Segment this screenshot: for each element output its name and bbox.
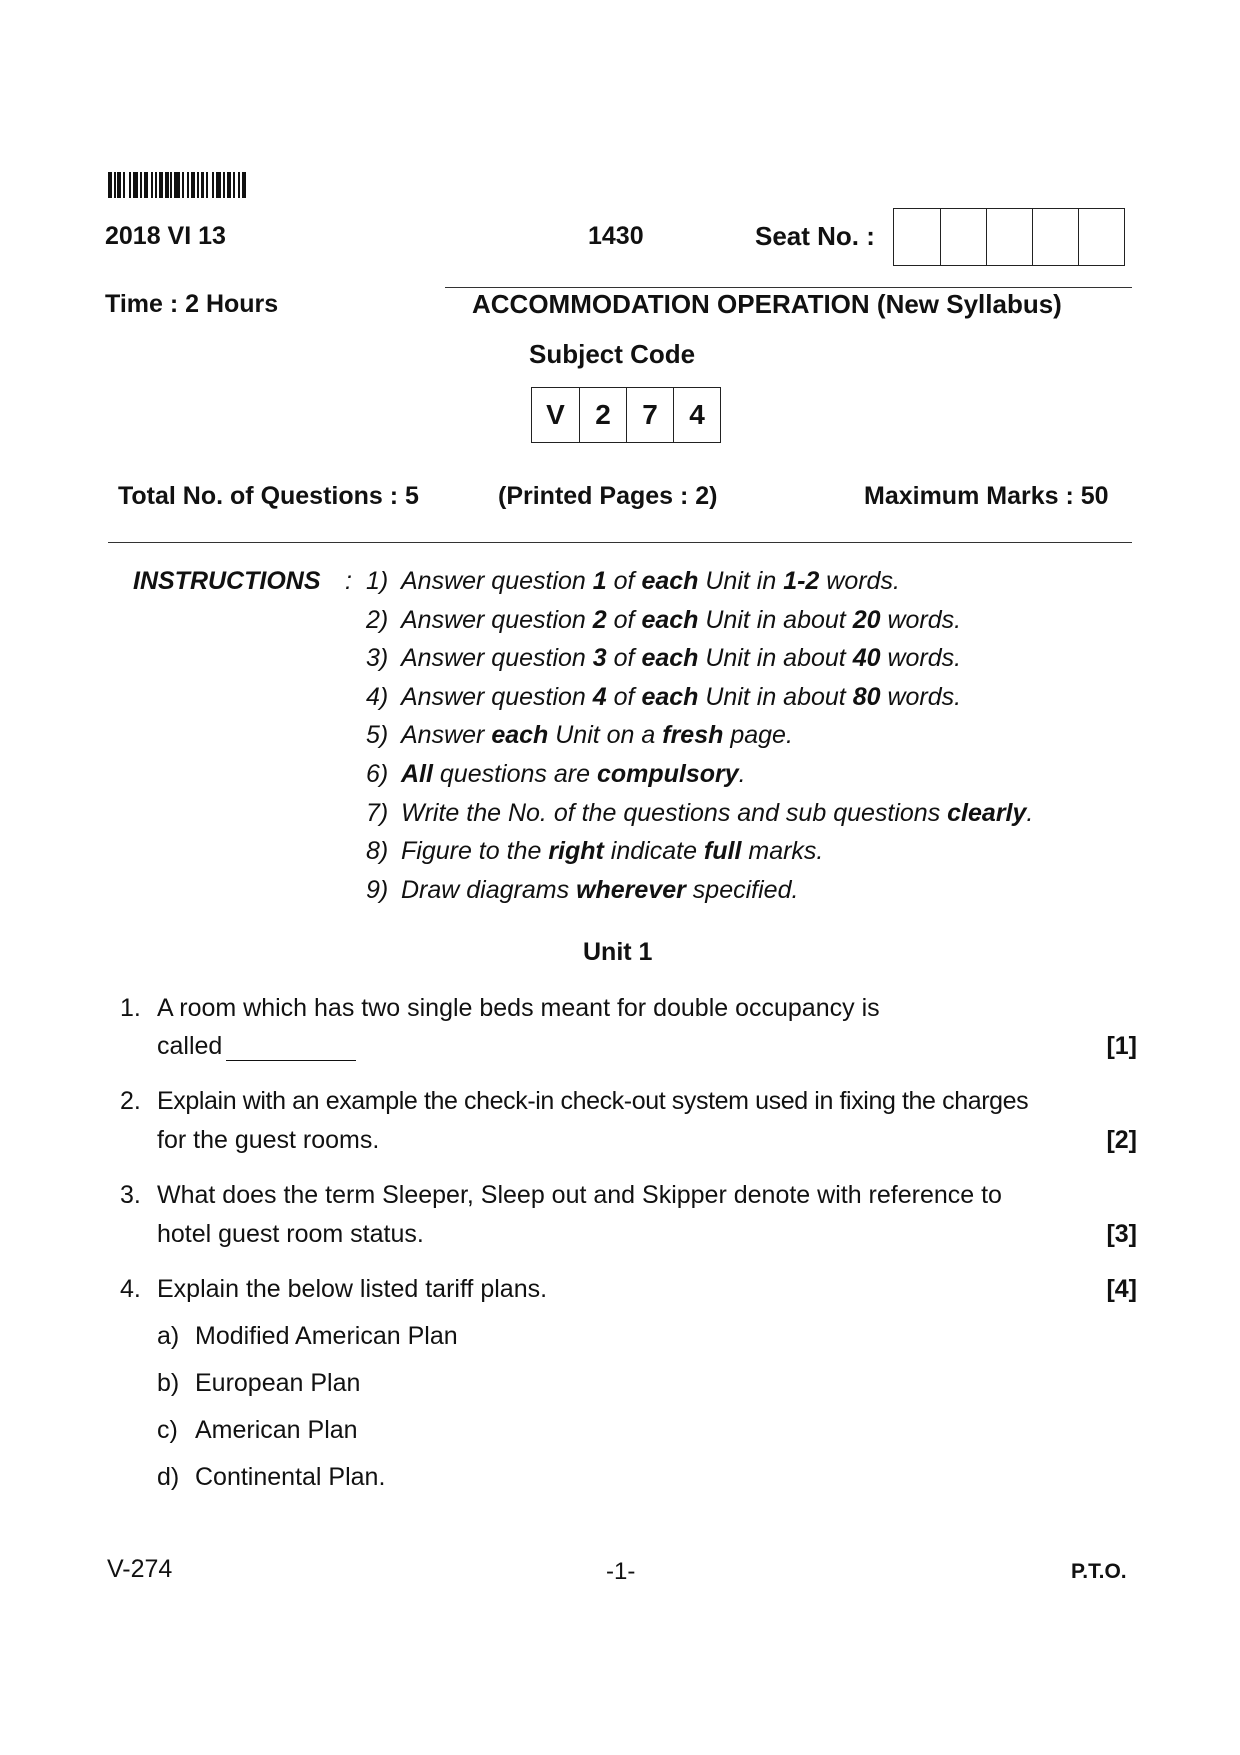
question-number: 4.: [120, 1275, 141, 1303]
instruction-number: 7): [366, 798, 389, 827]
question-3-text-cont: hotel guest room status.: [157, 1220, 424, 1248]
question-number: 1.: [120, 994, 141, 1022]
question-1-text-cont: [157, 1032, 356, 1061]
instruction-text: Answer question 4 of each Unit in about 80 words.: [401, 682, 962, 711]
sub-question-label: a): [157, 1322, 180, 1350]
subject-code-label: Subject Code: [529, 339, 696, 369]
subject-code-char: V: [546, 399, 565, 430]
sub-question-text: Continental Plan.: [195, 1463, 386, 1491]
subject-title: ACCOMMODATION OPERATION (New Syllabus): [472, 289, 1062, 319]
fill-blank: [226, 1038, 356, 1061]
maximum-marks: Maximum Marks : 50: [864, 482, 1109, 510]
exam-code: 2018 VI 13: [105, 222, 226, 250]
seat-box[interactable]: [986, 209, 1032, 265]
instruction-number: 5): [366, 721, 389, 750]
unit-title: Unit 1: [583, 938, 653, 966]
printed-pages: (Printed Pages : 2): [498, 482, 718, 510]
seat-box[interactable]: [1032, 209, 1078, 265]
instruction-number: 8): [366, 837, 389, 866]
time-label: Time : 2 Hours: [105, 290, 279, 318]
instruction-number: 2): [366, 605, 389, 634]
instruction-text: Answer question 3 of each Unit in about 40 words.: [401, 644, 962, 673]
instruction-text: All questions are compulsory.: [401, 760, 746, 788]
sub-question-label: c): [157, 1416, 178, 1444]
instruction-number: 1): [366, 567, 389, 595]
question-1-text: A room which has two single beds meant for double occupancy is: [157, 994, 880, 1022]
question-4-marks: [4]: [1106, 1275, 1137, 1303]
sub-question-text: American Plan: [195, 1416, 358, 1444]
instruction-text: Answer question 1 of each Unit in 1-2 words.: [401, 567, 900, 595]
sub-question-text: Modified American Plan: [195, 1322, 458, 1350]
barcode: [108, 172, 250, 198]
question-number: 3.: [120, 1181, 141, 1209]
question-3-marks: [3]: [1106, 1220, 1137, 1248]
instruction-text: Draw diagrams wherever specified.: [401, 875, 799, 904]
question-number: 2.: [120, 1087, 141, 1115]
instructions-separator: :: [345, 567, 352, 595]
instruction-number: 3): [366, 644, 389, 673]
instruction-number: 4): [366, 682, 389, 711]
seat-number-boxes[interactable]: [893, 208, 1125, 266]
section-rule: [108, 542, 1132, 543]
sub-question-label: d): [157, 1463, 180, 1491]
instruction-number: 6): [366, 760, 389, 788]
subject-code-char: 4: [673, 388, 720, 442]
subject-code-boxes: [531, 387, 721, 443]
instruction-number: 9): [366, 875, 389, 904]
question-1-marks: [1]: [1106, 1032, 1137, 1060]
sub-question-text: European Plan: [195, 1369, 361, 1397]
seat-box[interactable]: [894, 209, 940, 265]
question-2-text-cont: for the guest rooms.: [157, 1126, 380, 1154]
instructions-label: INSTRUCTIONS: [133, 567, 321, 595]
instruction-text: Write the No. of the questions and sub questions clearly.: [401, 798, 1034, 827]
instruction-text: Figure to the right indicate full marks.: [401, 837, 824, 866]
question-1-called: called: [157, 1032, 223, 1060]
total-questions: Total No. of Questions : 5: [118, 482, 419, 510]
page-number: -1-: [606, 1558, 636, 1585]
header-rule: [445, 287, 1132, 288]
pto-label: P.T.O.: [1071, 1560, 1127, 1583]
paper-number: 1430: [588, 222, 644, 250]
seat-box[interactable]: [1078, 209, 1124, 265]
subject-code-char: 2: [579, 388, 626, 442]
question-4-text: Explain the below listed tariff plans.: [157, 1275, 548, 1303]
seat-box[interactable]: [940, 209, 986, 265]
sub-question-label: b): [157, 1369, 180, 1397]
question-3-text: What does the term Sleeper, Sleep out and Skipper denote with reference to: [157, 1181, 1002, 1209]
question-2-marks: [2]: [1106, 1126, 1137, 1154]
question-2-text: Explain with an example the check-in check-out system used in fixing the charges: [157, 1087, 1029, 1115]
footer-code: V-274: [107, 1555, 173, 1583]
subject-code-char: 7: [626, 388, 673, 442]
instruction-text: Answer each Unit on a fresh page.: [401, 721, 793, 750]
seat-number-label: Seat No. :: [755, 221, 875, 251]
instruction-text: Answer question 2 of each Unit in about 20 words.: [401, 605, 962, 634]
